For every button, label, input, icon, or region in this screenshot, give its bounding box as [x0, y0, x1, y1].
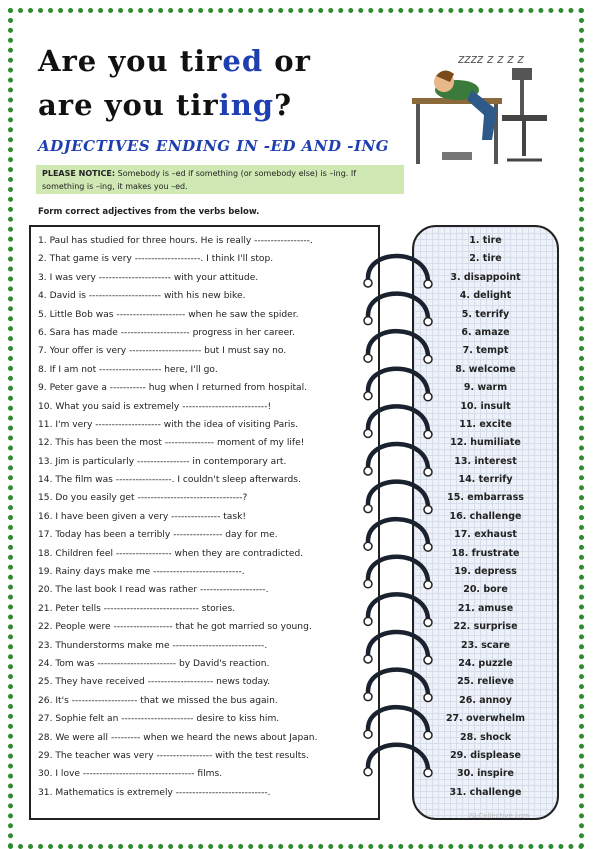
sentence-item: 17. Today has been a terribly --------------- day for me.	[38, 530, 278, 541]
verb-item: 2. tire	[469, 253, 502, 265]
verb-item: 8. welcome	[455, 363, 516, 375]
verb-item: 21. amuse	[457, 602, 514, 614]
sentence-item: 24. Tom was ------------------------ by David's reaction.	[38, 658, 270, 669]
title-line-1: Are you tired or	[38, 44, 311, 78]
binder-ring	[364, 632, 432, 664]
verb-item: 23. scare	[461, 639, 510, 651]
sentence-item: 11. I'm very -------------------- with the idea of visiting Paris.	[38, 419, 299, 430]
sentence-item: 4. David is ---------------------- with his new bike.	[38, 291, 246, 302]
verb-item: 29. displease	[450, 749, 521, 761]
notice-label: PLEASE NOTICE:	[42, 169, 116, 178]
verb-item: 11. excite	[459, 418, 512, 430]
verb-item: 14. terrify	[458, 474, 513, 486]
binder-ring	[364, 369, 432, 401]
sentence-item: 2. That game is very --------------------. I think I'll stop.	[38, 254, 274, 265]
sentence-item: 13. Jim is particularly ---------------- in contemporary art.	[38, 456, 287, 467]
sentence-item: 15. Do you easily get --------------------------------?	[38, 493, 248, 504]
binder-ring	[364, 519, 432, 551]
sentence-item: 20. The last book I read was rather --------------------.	[38, 585, 269, 596]
verb-item: 16. challenge	[449, 510, 522, 522]
verb-item: 15. embarrass	[447, 492, 524, 504]
sentence-item: 12. This has been the most --------------- moment of my life!	[38, 438, 305, 449]
binder-ring	[364, 557, 432, 589]
binder-ring	[364, 444, 432, 476]
sentence-item: 21. Peter tells ----------------------------- stories.	[38, 603, 236, 614]
sentence-item: 29. The teacher was very ----------------- with the test results.	[38, 750, 309, 761]
sentence-item: 30. I love ---------------------------------- films.	[38, 769, 223, 780]
verb-item: 6. amaze	[461, 326, 510, 338]
verb-item: 28. shock	[459, 731, 512, 743]
verb-item: 13. interest	[454, 455, 517, 467]
watermark: iSLCollective.com	[468, 812, 530, 820]
verb-item: 27. overwhelm	[445, 713, 526, 725]
verb-item: 1. tire	[469, 235, 502, 246]
binder-ring	[364, 482, 432, 514]
sentence-item: 3. I was very ---------------------- with your attitude.	[38, 272, 259, 283]
sentence-item: 10. What you said is extremely --------------------------!	[38, 401, 272, 412]
sentence-item: 23. Thunderstorms make me ----------------------------.	[38, 640, 268, 651]
sentence-item: 27. Sophie felt an ---------------------- desire to kiss him.	[38, 714, 280, 725]
verb-item: 17. exhaust	[454, 529, 517, 541]
verb-item: 12. humiliate	[450, 437, 521, 449]
verb-item: 18. frustrate	[451, 547, 520, 559]
sentence-item: 16. I have been given a very --------------- task!	[38, 511, 247, 522]
verb-item: 4. delight	[459, 290, 512, 302]
binder-ring	[364, 331, 432, 363]
verb-item: 9. warm	[463, 382, 508, 394]
binder-ring	[364, 594, 432, 626]
verb-item: 10. insult	[460, 400, 511, 412]
verb-item: 31. challenge	[449, 786, 522, 798]
verb-item: 30. inspire	[457, 768, 514, 780]
sentence-item: 22. People were ------------------ that he got married so young.	[38, 622, 312, 633]
verb-item: 24. puzzle	[458, 657, 513, 669]
sentence-item: 7. Your offer is very ---------------------- but I must say no.	[38, 346, 287, 357]
sentence-item: 18. Children feel ----------------- when they are contradicted.	[38, 548, 304, 559]
sentence-item: 5. Little Bob was --------------------- when he saw the spider.	[38, 309, 299, 320]
verb-item: 3. disappoint	[450, 271, 521, 283]
instruction: Form correct adjectives from the verbs below.	[38, 207, 260, 217]
sentence-item: 19. Rainy days make me ---------------------------.	[38, 567, 245, 578]
sentence-item: 31. Mathematics is extremely ----------------------------.	[38, 787, 271, 798]
sentence-item: 9. Peter gave a ----------- hug when I returned from hospital.	[38, 383, 308, 394]
binder-ring	[364, 406, 432, 438]
sleep-zzz: zzzz z z z z	[458, 52, 524, 66]
title-suffix-ing: ing	[218, 88, 275, 122]
sentence-item: 14. The film was -----------------. I couldn't sleep afterwards.	[38, 475, 301, 486]
notice-text: Somebody is –ed if something (or somebody else) is –ing. If something is –ing, it makes you –ed.	[42, 169, 357, 191]
subtitle: ADJECTIVES ENDING IN -ED AND -ING	[38, 137, 390, 155]
sentence-item: 26. It's -------------------- that we missed the bus again.	[38, 695, 278, 706]
sentence-item: 8. If I am not ------------------- here, I'll go.	[38, 364, 218, 375]
binder-ring	[364, 707, 432, 739]
binder-ring	[364, 294, 432, 326]
verb-item: 26. annoy	[459, 694, 512, 706]
verb-item: 20. bore	[463, 584, 508, 596]
sentence-item: 6. Sara has made --------------------- progress in her career.	[38, 327, 295, 338]
verb-item: 25. relieve	[457, 676, 514, 688]
verb-item: 19. depress	[454, 566, 517, 578]
title-suffix-ed: ed	[222, 44, 264, 78]
binder-ring	[364, 745, 432, 777]
sentence-item: 1. Paul has studied for three hours. He is really -----------------.	[38, 236, 313, 246]
sentence-item: 28. We were all --------- when we heard the news about Japan.	[38, 732, 318, 743]
verb-item: 22. surprise	[453, 621, 518, 633]
sentence-item: 25. They have received -------------------- news today.	[38, 677, 271, 688]
verb-item: 5. terrify	[461, 308, 510, 320]
binder-ring	[364, 256, 432, 288]
title-line-2: are you tiring?	[38, 88, 293, 122]
verb-item: 7. tempt	[462, 345, 509, 357]
binder-ring	[364, 670, 432, 702]
